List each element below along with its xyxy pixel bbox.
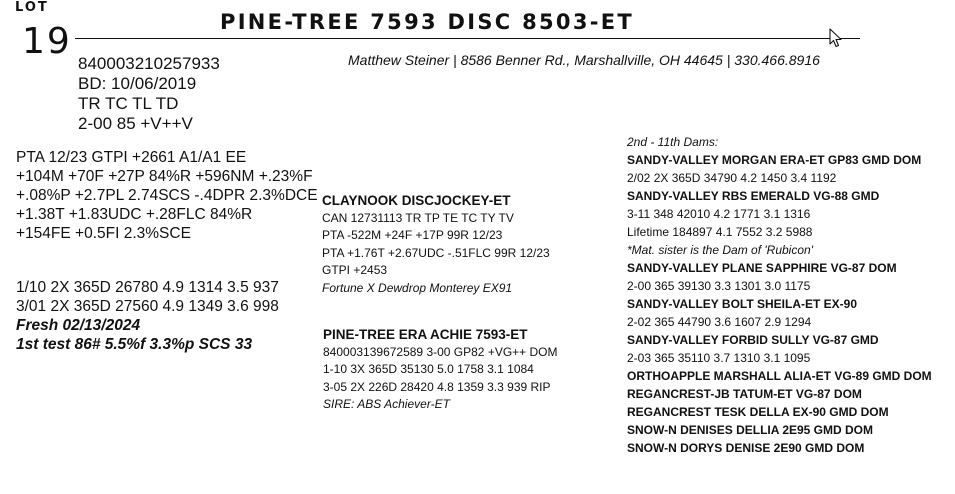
dam-line: 3-05 2X 226D 28420 4.8 1359 3.3 939 RIP [323, 379, 551, 394]
dam-ancestor-name: SANDY-VALLEY MORGAN ERA-ET GP83 GMD DOM [627, 153, 922, 167]
dam-note: *Mat. sister is the Dam of 'Rubicon' [627, 243, 813, 257]
sire-pedigree: Fortune X Dewdrop Monterey EX91 [322, 280, 513, 295]
title-rule [75, 38, 860, 39]
mouse-cursor-icon [829, 28, 843, 48]
fresh-date: Fresh 02/13/2024 [16, 317, 141, 334]
sire-name: CLAYNOOK DISCJOCKEY-ET [322, 193, 511, 208]
birth-date: BD: 10/06/2019 [78, 74, 197, 93]
animal-id-block [78, 54, 220, 134]
sire-line: GTPI +2453 [322, 263, 388, 277]
record-line: 3/01 2X 365D 27560 4.9 1349 3.6 998 [16, 298, 279, 315]
dam-ancestor-name: SNOW-N DENISES DELLIA 2E95 GMD DOM [627, 423, 874, 437]
pta-block [16, 148, 318, 243]
genetic-tests: TR TC TL TD [78, 94, 179, 113]
dam-block [323, 326, 558, 414]
sire-line: PTA -522M +24F +17P 99R 12/23 [322, 228, 503, 242]
pta-line: +104M +70F +27P 84%R +596NM +.23%F [16, 168, 313, 185]
pta-line: PTA 12/23 GTPI +2661 A1/A1 EE [16, 149, 247, 166]
dam-line: 1-10 3X 365D 35130 5.0 1758 3.1 1084 [323, 362, 534, 376]
dams-list [627, 151, 932, 457]
sire-block [322, 192, 550, 297]
animal-title: PINE-TREE 7593 DISC 8503-ET [220, 10, 635, 34]
dam-ancestor-name: REGANCREST-JB TATUM-ET VG-87 DOM [627, 387, 862, 401]
dam-name: PINE-TREE ERA ACHIE 7593-ET [323, 327, 528, 342]
pta-line: +154FE +0.5FI 2.3%SCE [16, 225, 191, 242]
dam-ancestor-name: SANDY-VALLEY PLANE SAPPHIRE VG-87 DOM [627, 261, 897, 275]
dam-record: 2/02 2X 365D 34790 4.2 1450 3.4 1192 [627, 171, 837, 185]
classification-score: 2-00 85 +V++V [78, 114, 193, 133]
dam-ancestor-name: REGANCREST TESK DELLA EX-90 GMD DOM [627, 405, 889, 419]
dam-ancestor-name: SANDY-VALLEY FORBID SULLY VG-87 GMD [627, 333, 879, 347]
record-line: 1/10 2X 365D 26780 4.9 1314 3.5 937 [16, 279, 279, 296]
sire-line: CAN 12731113 TR TP TE TC TY TV [322, 210, 514, 225]
dam-record: 2-00 365 39130 3.3 1301 3.0 1175 [627, 279, 811, 293]
production-records [16, 278, 279, 354]
dam-line: 840003139672589 3-00 GP82 +VG++ DOM [323, 344, 558, 359]
dam-ancestor-name: SANDY-VALLEY BOLT SHEILA-ET EX-90 [627, 297, 858, 311]
lot-label: LOT [15, 0, 49, 15]
lot-number: 19 [22, 21, 72, 62]
dams-header: 2nd - 11th Dams: [627, 135, 719, 149]
pta-line: +.08%P +2.7PL 2.74SCS -.4DPR 2.3%DCE [16, 187, 318, 204]
dam-sire-line: SIRE: ABS Achiever-ET [323, 397, 450, 411]
dam-record: Lifetime 184897 4.1 7552 3.2 5988 [627, 225, 813, 239]
owner-contact: Matthew Steiner | 8586 Benner Rd., Marshallville, OH 44645 | 330.466.8916 [348, 52, 820, 68]
dam-record: 3-11 348 42010 4.2 1771 3.1 1316 [627, 207, 811, 221]
dam-record: 2-02 365 44790 3.6 1607 2.9 1294 [627, 315, 812, 329]
first-test: 1st test 86# 5.5%f 3.3%p SCS 33 [16, 336, 253, 353]
dam-record: 2-03 365 35110 3.7 1310 3.1 1095 [627, 351, 811, 365]
sire-line: PTA +1.76T +2.67UDC -.51FLC 99R 12/23 [322, 245, 550, 260]
dam-ancestor-name: SNOW-N DORYS DENISE 2E90 GMD DOM [627, 441, 865, 455]
dam-ancestor-name: ORTHOAPPLE MARSHALL ALIA-ET VG-89 GMD DOM [627, 369, 932, 383]
maternal-dams-block [627, 133, 932, 457]
pta-line: +1.38T +1.83UDC +.28FLC 84%R [16, 206, 253, 223]
registration-number: 840003210257933 [78, 54, 220, 73]
dam-ancestor-name: SANDY-VALLEY RBS EMERALD VG-88 GMD [627, 189, 880, 203]
